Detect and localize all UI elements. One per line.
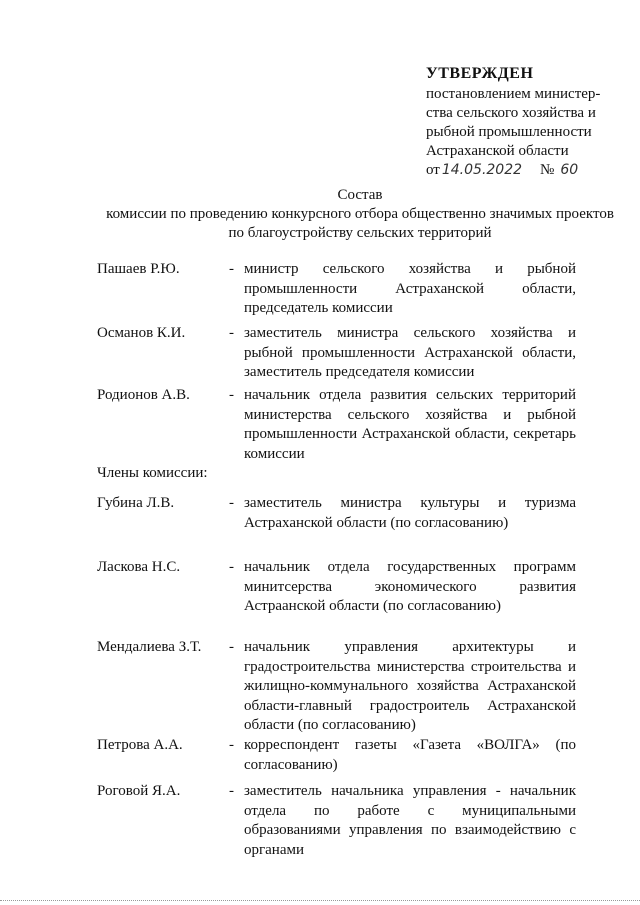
approval-date-line [426, 161, 626, 180]
member-description: начальник управления архитектуры и градостроительства министерства строительства и жилищно-коммунального хозяйства Астраханской области-главный градостроитель Астраханской области (по согласованию) [244, 639, 576, 733]
number-prefix: № [540, 162, 555, 178]
dash: - [229, 387, 234, 403]
approval-line: рыбной промышленности [426, 124, 592, 140]
member-name: Мендалиева З.Т. [97, 639, 202, 655]
dash: - [229, 495, 234, 511]
approval-title: УТВЕРЖДЕН [426, 65, 534, 82]
dash: - [229, 737, 234, 753]
member-name: Османов К.И. [97, 325, 186, 341]
approval-line: постановлением министер- [426, 86, 601, 102]
dash: - [229, 639, 234, 655]
member-description: заместитель министра культуры и туризма Астраханской области (по согласованию) [244, 495, 576, 531]
member-description: министр сельского хозяйства и рыбной промышленности Астраханской области, председатель комиссии [244, 261, 576, 316]
heading-line: по благоустройству сельских территорий [228, 225, 492, 241]
approval-block [426, 64, 626, 180]
member-name: Ласкова Н.С. [97, 559, 181, 575]
dash: - [229, 325, 234, 341]
member-description: заместитель министра сельского хозяйства и рыбной промышленности Астраханской области, заместитель председателя комиссии [244, 325, 576, 380]
handwritten-number: 60 [560, 162, 579, 178]
date-prefix: от [426, 162, 440, 178]
member-name: Петрова А.А. [97, 737, 183, 753]
approval-line: Астраханской области [426, 143, 569, 159]
member-description: заместитель начальника управления - начальник отдела по работе с муниципальными образованиями управления по взаимодействию с органами [244, 783, 576, 858]
member-description: начальник отдела государственных программ минитсерства экономического развития Астраанской области (по согласованию) [244, 559, 576, 614]
member-name: Родионов А.В. [97, 387, 190, 403]
document-heading [90, 186, 630, 243]
member-name: Роговой Я.А. [97, 783, 181, 799]
scan-edge-divider [0, 900, 640, 901]
dash: - [229, 261, 234, 277]
dash: - [229, 783, 234, 799]
handwritten-date: 14.05.2022 [441, 162, 523, 178]
heading-title: Состав [337, 187, 383, 203]
member-description: начальник отдела развития сельских территорий министерства сельского хозяйства и рыбной промышленности Астраханской области, секретарь комиссии [244, 387, 576, 462]
member-description: корреспондент газеты «Газета «ВОЛГА» (по согласованию) [244, 737, 576, 773]
dash: - [229, 559, 234, 575]
members-label: Члены комиссии: [97, 465, 208, 481]
heading-line: комиссии по проведению конкурсного отбора общественно значимых проектов [106, 206, 614, 222]
member-name: Пашаев Р.Ю. [97, 261, 180, 277]
approval-line: ства сельского хозяйства и [426, 105, 596, 121]
member-name: Губина Л.В. [97, 495, 175, 511]
